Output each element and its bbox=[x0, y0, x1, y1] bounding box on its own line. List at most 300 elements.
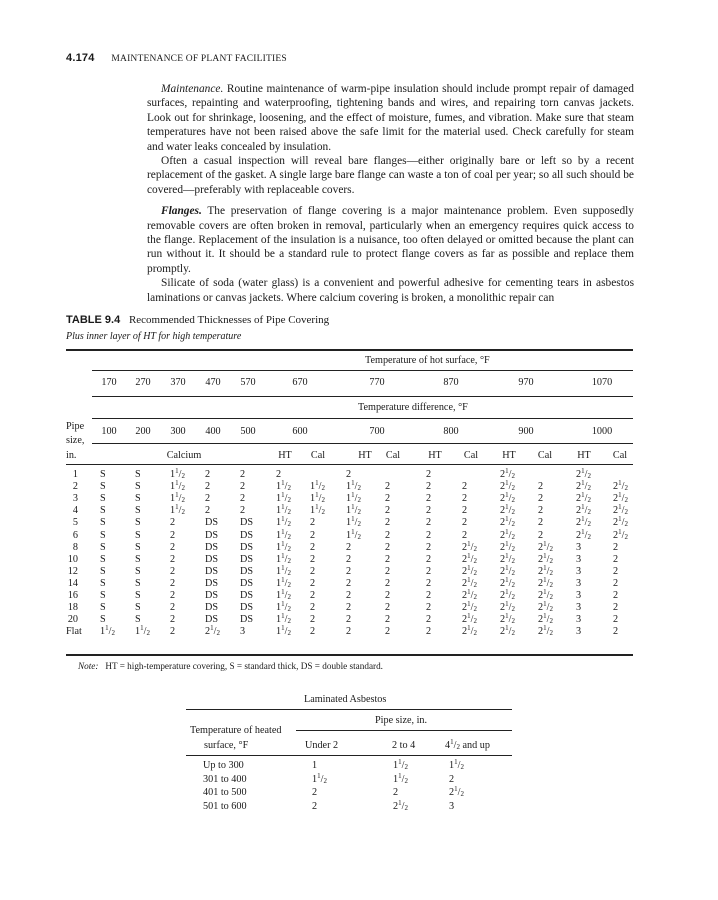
table-note bbox=[78, 661, 383, 671]
laminated-temp-cell: 501 to 600 bbox=[203, 800, 247, 812]
thickness-cell: 2 bbox=[538, 481, 544, 493]
laminated-header-rule bbox=[296, 730, 512, 731]
thickness-cell: 2 bbox=[346, 590, 352, 601]
thickness-cell: $2^1/2$ bbox=[576, 479, 591, 493]
thickness-cell: $1^1/2$ bbox=[135, 624, 150, 638]
material-column-header: HT bbox=[577, 450, 591, 461]
thickness-cell: $2^1/2$ bbox=[500, 563, 515, 577]
thickness-cell: $2^1/2$ bbox=[538, 624, 553, 638]
hot-temp-header: 170 bbox=[101, 377, 117, 388]
pipe-size-cell: 3 bbox=[72, 493, 78, 505]
thickness-cell: $1^1/2$ bbox=[100, 624, 115, 638]
laminated-column-header: $4^1/2$ and up bbox=[445, 738, 490, 751]
pipe-size-cell: 16 bbox=[67, 590, 78, 601]
thickness-cell: 2 bbox=[240, 493, 246, 505]
temp-difference-value: 900 bbox=[518, 426, 534, 437]
pipe-size-cell: 5 bbox=[72, 517, 78, 529]
thickness-cell: 3 bbox=[576, 541, 582, 553]
thickness-cell: $2^1/2$ bbox=[500, 575, 515, 589]
thickness-cell: $1^1/2$ bbox=[346, 503, 361, 517]
thickness-cell: 2 bbox=[170, 517, 176, 529]
temp-difference-value: 400 bbox=[205, 426, 221, 437]
paragraph-text: The preservation of flange covering is a major maintenance problem. Even supposedly removable covers are often broken in removal, particularly when an emergency requires quick access to the flange. Replacement of the insulation is a nuisance, too often delayed or omitted because the plant can run without it. It should be a standard rule to protect flange covers as far as possible and replace them promptly. bbox=[147, 205, 634, 275]
laminated-temp-cell: 401 to 500 bbox=[203, 787, 247, 798]
thickness-cell: $2^1/2$ bbox=[500, 624, 515, 638]
thickness-cell: 2 bbox=[205, 481, 211, 493]
run-in-heading: Flanges. bbox=[161, 205, 202, 218]
thickness-cell: S bbox=[100, 553, 106, 565]
thickness-cell: 2 bbox=[385, 481, 391, 493]
thickness-cell: DS bbox=[205, 541, 219, 553]
thickness-cell: 2 bbox=[170, 541, 176, 553]
hot-temp-header: 970 bbox=[518, 377, 534, 388]
thickness-cell: 2 bbox=[346, 553, 352, 565]
thickness-cell: 2 bbox=[462, 505, 468, 517]
thickness-cell: $1^1/2$ bbox=[276, 491, 291, 505]
thickness-cell: $1^1/2$ bbox=[276, 527, 291, 541]
laminated-thickness-cell: $1^1/2$ bbox=[449, 758, 464, 771]
thickness-cell: 2 bbox=[310, 541, 316, 553]
table-top-rule bbox=[66, 349, 633, 351]
laminated-thickness-cell: 3 bbox=[449, 800, 455, 812]
laminated-top-rule bbox=[186, 709, 512, 710]
thickness-cell: $2^1/2$ bbox=[613, 527, 628, 541]
thickness-cell: $2^1/2$ bbox=[613, 491, 628, 505]
thickness-cell: $1^1/2$ bbox=[310, 491, 325, 505]
thickness-cell: DS bbox=[205, 517, 219, 529]
laminated-temp-cell: 301 to 400 bbox=[203, 773, 247, 785]
laminated-thickness-cell: $1^1/2$ bbox=[312, 771, 327, 785]
thickness-cell: $2^1/2$ bbox=[462, 575, 477, 589]
thickness-cell: DS bbox=[240, 590, 254, 601]
thickness-cell: $1^1/2$ bbox=[170, 503, 185, 517]
thickness-cell: S bbox=[135, 614, 141, 626]
thickness-cell: 2 bbox=[385, 577, 391, 589]
thickness-cell: 2 bbox=[346, 469, 352, 480]
material-column-header: HT bbox=[428, 450, 442, 461]
thickness-cell: 2 bbox=[538, 529, 544, 541]
pipe-size-cell: 2 bbox=[72, 481, 78, 493]
laminated-title: Laminated Asbestos bbox=[304, 694, 387, 705]
thickness-cell: DS bbox=[240, 529, 254, 541]
laminated-thickness-cell: $1^1/2$ bbox=[393, 758, 408, 771]
thickness-cell: 2 bbox=[310, 565, 316, 577]
hot-temp-header: 270 bbox=[135, 377, 151, 388]
laminated-column-header: 2 to 4 bbox=[392, 740, 416, 751]
thickness-cell: 2 bbox=[385, 590, 391, 601]
laminated-thickness-cell: 2 bbox=[449, 773, 455, 785]
thickness-cell: $2^1/2$ bbox=[462, 588, 477, 601]
hot-temp-header: 570 bbox=[240, 377, 256, 388]
thickness-cell: $2^1/2$ bbox=[500, 539, 515, 553]
table-subtitle: Plus inner layer of HT for high temperature bbox=[66, 331, 242, 342]
thickness-cell: 2 bbox=[205, 493, 211, 505]
pipe-size-cell: 4 bbox=[72, 505, 78, 517]
thickness-cell: 2 bbox=[538, 493, 544, 505]
pipe-size-header: size, bbox=[66, 435, 85, 446]
thickness-cell: 2 bbox=[170, 553, 176, 565]
pipe-size-cell: 12 bbox=[67, 565, 78, 577]
pipe-size-cell: 8 bbox=[72, 541, 78, 553]
thickness-cell: S bbox=[135, 481, 141, 493]
thickness-cell: DS bbox=[240, 614, 254, 626]
thickness-cell: S bbox=[135, 469, 141, 480]
thickness-cell: S bbox=[135, 590, 141, 601]
thickness-cell: 2 bbox=[310, 517, 316, 529]
thickness-cell: 2 bbox=[240, 505, 246, 517]
thickness-cell: S bbox=[100, 493, 106, 505]
laminated-temp-header: surface, °F bbox=[204, 740, 249, 751]
hot-temp-header: 370 bbox=[170, 377, 186, 388]
thickness-cell: $2^1/2$ bbox=[576, 515, 591, 529]
paragraph-maintenance bbox=[147, 82, 634, 154]
thickness-cell: S bbox=[135, 602, 141, 614]
thickness-cell: S bbox=[100, 529, 106, 541]
thickness-cell: 2 bbox=[462, 493, 468, 505]
thickness-cell: $2^1/2$ bbox=[613, 503, 628, 517]
thickness-cell: 2 bbox=[310, 529, 316, 541]
thickness-cell: $1^1/2$ bbox=[346, 479, 361, 493]
thickness-cell: S bbox=[100, 505, 106, 517]
thickness-cell: $1^1/2$ bbox=[346, 527, 361, 541]
thickness-cell: $2^1/2$ bbox=[576, 491, 591, 505]
hot-temp-header: 470 bbox=[205, 377, 221, 388]
temp-difference-value: 800 bbox=[443, 426, 459, 437]
thickness-cell: S bbox=[100, 469, 106, 480]
thickness-cell: DS bbox=[205, 529, 219, 541]
page-number: 4.174 bbox=[66, 52, 95, 64]
thickness-cell: 2 bbox=[170, 529, 176, 541]
thickness-cell: $1^1/2$ bbox=[170, 467, 185, 480]
thickness-cell: $1^1/2$ bbox=[276, 479, 291, 493]
thickness-cell: $2^1/2$ bbox=[538, 612, 553, 626]
thickness-cell: $2^1/2$ bbox=[500, 515, 515, 529]
thickness-cell: 2 bbox=[240, 481, 246, 493]
thickness-cell: 2 bbox=[346, 614, 352, 626]
thickness-cell: S bbox=[100, 602, 106, 614]
pipe-size-header: Pipe bbox=[66, 421, 85, 432]
thickness-cell: $1^1/2$ bbox=[310, 479, 325, 493]
thickness-cell: 2 bbox=[426, 469, 432, 480]
table-title: Recommended Thicknesses of Pipe Covering bbox=[128, 314, 330, 326]
thickness-cell: 2 bbox=[170, 590, 176, 601]
calcium-header: Calcium bbox=[166, 450, 202, 461]
laminated-pipe-size-header: Pipe size, in. bbox=[375, 715, 428, 726]
thickness-cell: S bbox=[100, 565, 106, 577]
temp-difference-value: 500 bbox=[240, 426, 256, 437]
material-column-header: Cal bbox=[385, 450, 401, 461]
hot-temp-header: 770 bbox=[369, 377, 385, 388]
thickness-cell: $2^1/2$ bbox=[538, 600, 553, 614]
laminated-header-bottom-rule bbox=[186, 755, 512, 756]
laminated-temp-cell: Up to 300 bbox=[203, 760, 244, 771]
thickness-cell: $2^1/2$ bbox=[500, 588, 515, 601]
material-column-header: HT bbox=[278, 450, 292, 461]
thickness-cell: 2 bbox=[613, 565, 619, 577]
thickness-cell: $2^1/2$ bbox=[500, 527, 515, 541]
thickness-cell: 2 bbox=[385, 614, 391, 626]
temp-difference-value: 600 bbox=[292, 426, 308, 437]
body-text bbox=[147, 82, 634, 305]
thickness-cell: DS bbox=[205, 577, 219, 589]
thickness-cell: $2^1/2$ bbox=[500, 612, 515, 626]
thickness-cell: DS bbox=[240, 553, 254, 565]
thickness-cell: 2 bbox=[613, 553, 619, 565]
material-column-header: Cal bbox=[463, 450, 479, 461]
thickness-cell: 2 bbox=[538, 517, 544, 529]
thickness-cell: 2 bbox=[426, 614, 432, 626]
thickness-cell: 2 bbox=[613, 626, 619, 638]
temp-difference-header: Temperature difference, °F bbox=[358, 402, 468, 413]
thickness-cell: 3 bbox=[240, 626, 246, 638]
thickness-cell: 2 bbox=[310, 577, 316, 589]
thickness-cell: 2 bbox=[426, 565, 432, 577]
thickness-cell: $1^1/2$ bbox=[276, 600, 291, 614]
table-label: TABLE 9.4 bbox=[66, 314, 121, 326]
thickness-cell: $2^1/2$ bbox=[576, 503, 591, 517]
thickness-cell: S bbox=[135, 577, 141, 589]
thickness-cell: 2 bbox=[170, 614, 176, 626]
thickness-cell: $1^1/2$ bbox=[276, 551, 291, 565]
note-label: Note: bbox=[78, 661, 99, 671]
laminated-thickness-cell: $2^1/2$ bbox=[449, 785, 464, 798]
thickness-cell: 2 bbox=[385, 541, 391, 553]
laminated-thickness-cell: $2^1/2$ bbox=[393, 798, 408, 812]
thickness-cell: 2 bbox=[346, 602, 352, 614]
thickness-cell: $2^1/2$ bbox=[462, 551, 477, 565]
thickness-cell: S bbox=[100, 517, 106, 529]
pipe-size-header: in. bbox=[66, 450, 77, 461]
thickness-cell: S bbox=[100, 481, 106, 493]
thickness-cell: 2 bbox=[170, 565, 176, 577]
thickness-cell: DS bbox=[240, 602, 254, 614]
thickness-cell: DS bbox=[240, 517, 254, 529]
thickness-cell: $2^1/2$ bbox=[205, 624, 220, 638]
thickness-cell: 2 bbox=[170, 626, 176, 638]
thickness-cell: DS bbox=[240, 577, 254, 589]
thickness-cell: $2^1/2$ bbox=[500, 600, 515, 614]
thickness-cell: DS bbox=[205, 553, 219, 565]
thickness-cell: $2^1/2$ bbox=[576, 527, 591, 541]
pipe-size-cell: Flat bbox=[66, 626, 82, 638]
thickness-cell: 3 bbox=[576, 590, 582, 601]
thickness-cell: 2 bbox=[613, 577, 619, 589]
laminated-thickness-cell: 2 bbox=[312, 787, 318, 798]
pipe-size-cell: 14 bbox=[67, 577, 78, 589]
thickness-cell: $1^1/2$ bbox=[276, 588, 291, 601]
thickness-cell: 2 bbox=[310, 614, 316, 626]
laminated-thickness-cell: 2 bbox=[312, 800, 318, 812]
thickness-cell: $2^1/2$ bbox=[613, 515, 628, 529]
thickness-cell: 2 bbox=[385, 505, 391, 517]
thickness-cell: 3 bbox=[576, 602, 582, 614]
temp-difference-value: 200 bbox=[135, 426, 151, 437]
thickness-cell: $1^1/2$ bbox=[310, 503, 325, 517]
laminated-thickness-cell: $1^1/2$ bbox=[393, 771, 408, 785]
thickness-cell: 2 bbox=[310, 553, 316, 565]
material-column-header: Cal bbox=[310, 450, 326, 461]
running-header bbox=[66, 52, 287, 64]
thickness-cell: 2 bbox=[385, 626, 391, 638]
thickness-cell: 2 bbox=[385, 529, 391, 541]
thickness-cell: $2^1/2$ bbox=[538, 551, 553, 565]
thickness-cell: 2 bbox=[426, 590, 432, 601]
thickness-cell: $2^1/2$ bbox=[500, 503, 515, 517]
thickness-cell: 2 bbox=[385, 517, 391, 529]
thickness-cell: 2 bbox=[462, 481, 468, 493]
thickness-cell: $2^1/2$ bbox=[462, 624, 477, 638]
hot-temp-header: 670 bbox=[292, 377, 308, 388]
thickness-cell: $2^1/2$ bbox=[538, 539, 553, 553]
thickness-cell: 3 bbox=[576, 614, 582, 626]
hot-temp-header: 870 bbox=[443, 377, 459, 388]
header-bottom-rule bbox=[66, 464, 633, 465]
thickness-cell: $2^1/2$ bbox=[538, 563, 553, 577]
thickness-cell: 2 bbox=[170, 577, 176, 589]
note-text: HT = high-temperature covering, S = standard thick, DS = double standard. bbox=[105, 661, 383, 671]
thickness-cell: 2 bbox=[310, 602, 316, 614]
paragraph-flanges bbox=[147, 204, 634, 276]
thickness-cell: $2^1/2$ bbox=[538, 575, 553, 589]
thickness-cell: 2 bbox=[426, 577, 432, 589]
thickness-cell: 2 bbox=[426, 626, 432, 638]
thickness-cell: 2 bbox=[276, 469, 282, 480]
thickness-cell: $1^1/2$ bbox=[346, 491, 361, 505]
material-column-header: HT bbox=[502, 450, 516, 461]
thickness-cell: 2 bbox=[426, 481, 432, 493]
thickness-cell: S bbox=[100, 614, 106, 626]
thickness-cell: DS bbox=[205, 614, 219, 626]
thickness-cell: $1^1/2$ bbox=[276, 515, 291, 529]
thickness-cell: 2 bbox=[426, 553, 432, 565]
material-column-header: HT bbox=[358, 450, 372, 461]
thickness-cell: S bbox=[135, 529, 141, 541]
thickness-cell: $2^1/2$ bbox=[538, 588, 553, 601]
thickness-cell: 2 bbox=[462, 517, 468, 529]
thickness-cell: $2^1/2$ bbox=[500, 479, 515, 493]
thickness-cell: 2 bbox=[346, 626, 352, 638]
laminated-column-header: Under 2 bbox=[305, 740, 339, 751]
thickness-cell: S bbox=[135, 541, 141, 553]
table-bottom-rule bbox=[66, 654, 633, 656]
thickness-cell: 2 bbox=[385, 553, 391, 565]
material-column-header: Cal bbox=[537, 450, 553, 461]
material-column-header: Cal bbox=[612, 450, 628, 461]
thickness-cell: DS bbox=[240, 565, 254, 577]
thickness-cell: $2^1/2$ bbox=[613, 479, 628, 493]
thickness-cell: S bbox=[135, 553, 141, 565]
thickness-cell: $1^1/2$ bbox=[276, 624, 291, 638]
thickness-cell: S bbox=[135, 505, 141, 517]
thickness-cell: $1^1/2$ bbox=[170, 491, 185, 505]
thickness-cell: $1^1/2$ bbox=[276, 539, 291, 553]
pipe-size-cell: 18 bbox=[67, 602, 78, 614]
thickness-cell: $2^1/2$ bbox=[462, 563, 477, 577]
thickness-cell: 2 bbox=[346, 577, 352, 589]
temp-difference-value: 100 bbox=[101, 426, 117, 437]
thickness-cell: $2^1/2$ bbox=[576, 467, 591, 480]
thickness-cell: 2 bbox=[385, 493, 391, 505]
hot-surface-header: Temperature of hot surface, °F bbox=[365, 355, 490, 366]
thickness-cell: $1^1/2$ bbox=[170, 479, 185, 493]
thickness-cell: 2 bbox=[426, 529, 432, 541]
laminated-thickness-cell: 1 bbox=[312, 760, 318, 771]
paragraph-text: Routine maintenance of warm-pipe insulation should include prompt repair of damaged surfaces, repainting and waterproofing, tightening bands and wires, and repairing torn canvas jackets. Look out for shrinkage, loosening, and the effect of moisture, fumes, and vibration. Make sure that steam temperatures have not been raised above the safe limit for the material used. Check carefully for steam and water leaks concealed by insulation. bbox=[147, 83, 634, 153]
thickness-cell: 2 bbox=[205, 469, 211, 480]
pipe-size-cell: 10 bbox=[67, 553, 78, 565]
thickness-cell: $1^1/2$ bbox=[346, 515, 361, 529]
thickness-cell: 2 bbox=[310, 590, 316, 601]
thickness-cell: $2^1/2$ bbox=[500, 551, 515, 565]
thickness-cell: 2 bbox=[426, 493, 432, 505]
thickness-cell: 2 bbox=[426, 602, 432, 614]
temp-difference-value: 700 bbox=[369, 426, 385, 437]
header-rule bbox=[92, 370, 633, 371]
temp-difference-value: 300 bbox=[170, 426, 186, 437]
thickness-cell: $1^1/2$ bbox=[276, 575, 291, 589]
thickness-cell: DS bbox=[205, 602, 219, 614]
thickness-cell: $1^1/2$ bbox=[276, 563, 291, 577]
thickness-cell: 2 bbox=[346, 541, 352, 553]
thickness-cell: 2 bbox=[613, 602, 619, 614]
thickness-cell: $2^1/2$ bbox=[500, 467, 515, 480]
thickness-cell: DS bbox=[205, 590, 219, 601]
laminated-thickness-cell: 2 bbox=[393, 787, 399, 798]
paragraph-silicate: Silicate of soda (water glass) is a convenient and powerful adhesive for cementing tears in asbestos laminations or canvas jackets. Where calcium covering is broken, a monolithic repair can bbox=[147, 277, 634, 304]
thickness-cell: 2 bbox=[426, 517, 432, 529]
paragraph-bare-flanges: Often a casual inspection will reveal bare flanges—either originally bare or left so by a recent replacement of the gasket. A single large bare flange can waste a ton of coal per year; so all such should be covered—preferably with replaceable covers. bbox=[147, 155, 634, 196]
thickness-cell: 2 bbox=[385, 565, 391, 577]
thickness-cell: $1^1/2$ bbox=[276, 503, 291, 517]
thickness-cell: DS bbox=[240, 541, 254, 553]
thickness-cell: 2 bbox=[385, 602, 391, 614]
thickness-cell: S bbox=[135, 517, 141, 529]
thickness-cell: 2 bbox=[426, 541, 432, 553]
header-rule bbox=[92, 418, 633, 419]
thickness-cell: 2 bbox=[613, 590, 619, 601]
pipe-size-cell: 6 bbox=[72, 529, 78, 541]
thickness-cell: 2 bbox=[613, 614, 619, 626]
thickness-cell: 2 bbox=[170, 602, 176, 614]
header-rule bbox=[92, 443, 633, 444]
thickness-cell: $2^1/2$ bbox=[462, 539, 477, 553]
thickness-cell: 3 bbox=[576, 553, 582, 565]
thickness-cell: S bbox=[100, 541, 106, 553]
temp-difference-value: 1000 bbox=[591, 426, 613, 437]
thickness-cell: 2 bbox=[538, 505, 544, 517]
thickness-cell: 2 bbox=[346, 565, 352, 577]
thickness-cell: 2 bbox=[426, 505, 432, 517]
thickness-cell: DS bbox=[205, 565, 219, 577]
thickness-cell: 2 bbox=[310, 626, 316, 638]
thickness-cell: S bbox=[100, 590, 106, 601]
thickness-cell: 3 bbox=[576, 565, 582, 577]
pipe-size-cell: 20 bbox=[67, 614, 78, 626]
thickness-cell: 2 bbox=[613, 541, 619, 553]
thickness-cell: 3 bbox=[576, 626, 582, 638]
table-caption bbox=[66, 314, 329, 326]
thickness-cell: 3 bbox=[576, 577, 582, 589]
header-rule bbox=[92, 396, 633, 397]
run-in-heading: Maintenance. bbox=[161, 83, 224, 95]
thickness-cell: $2^1/2$ bbox=[462, 600, 477, 614]
thickness-cell: S bbox=[135, 493, 141, 505]
running-title: MAINTENANCE OF PLANT FACILITIES bbox=[111, 54, 287, 64]
hot-temp-header: 1070 bbox=[591, 377, 613, 388]
thickness-cell: 2 bbox=[205, 505, 211, 517]
pipe-size-cell: 1 bbox=[72, 469, 78, 480]
thickness-cell: S bbox=[100, 577, 106, 589]
